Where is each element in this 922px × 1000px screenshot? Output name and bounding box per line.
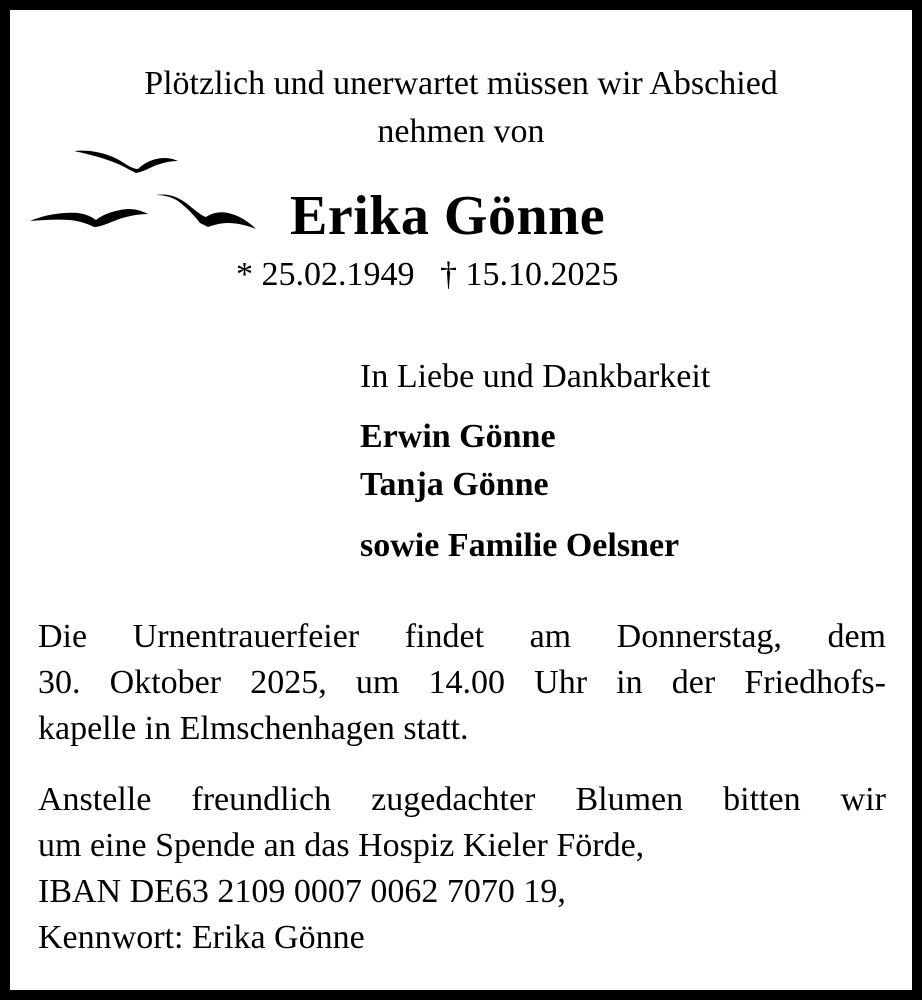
flying-birds-icon xyxy=(24,135,274,245)
intro-line-2: nehmen von xyxy=(377,113,545,150)
mourners-block xyxy=(360,355,710,570)
deceased-name: Erika Gönne xyxy=(290,185,606,247)
bird-icon xyxy=(74,151,178,173)
bird-icon xyxy=(30,209,148,227)
mourner-name: Tanja Gönne xyxy=(360,466,549,503)
life-dates xyxy=(236,254,619,296)
birth-date: * 25.02.1949 xyxy=(236,256,415,293)
donation-line: Anstelle freundlich zugedachter Blumen bitten wir xyxy=(38,781,886,818)
service-announcement xyxy=(38,614,886,752)
mourners-intro: In Liebe und Dankbarkeit xyxy=(360,358,711,395)
service-line: 30. Oktober 2025, um 14.00 Uhr in der Friedhofs- xyxy=(38,664,886,701)
service-line: Die Urnentrauerfeier findet am Donnerstag, dem xyxy=(38,618,886,655)
iban-line: IBAN DE63 2109 0007 0062 7070 19, xyxy=(38,873,566,910)
mourner-name: Erwin Gönne xyxy=(360,418,556,455)
donation-request xyxy=(38,777,886,961)
donation-line: um eine Spende an das Hospiz Kieler Förde, xyxy=(38,827,645,864)
intro-line-1: Plötzlich und unerwartet müssen wir Abschied xyxy=(144,65,778,102)
mourner-name: sowie Familie Oelsner xyxy=(360,527,680,564)
keyword-line: Kennwort: Erika Gönne xyxy=(38,919,365,956)
service-line: kapelle in Elmschenhagen statt. xyxy=(38,710,469,747)
death-date: † 15.10.2025 xyxy=(440,256,619,293)
bird-icon xyxy=(156,194,256,229)
